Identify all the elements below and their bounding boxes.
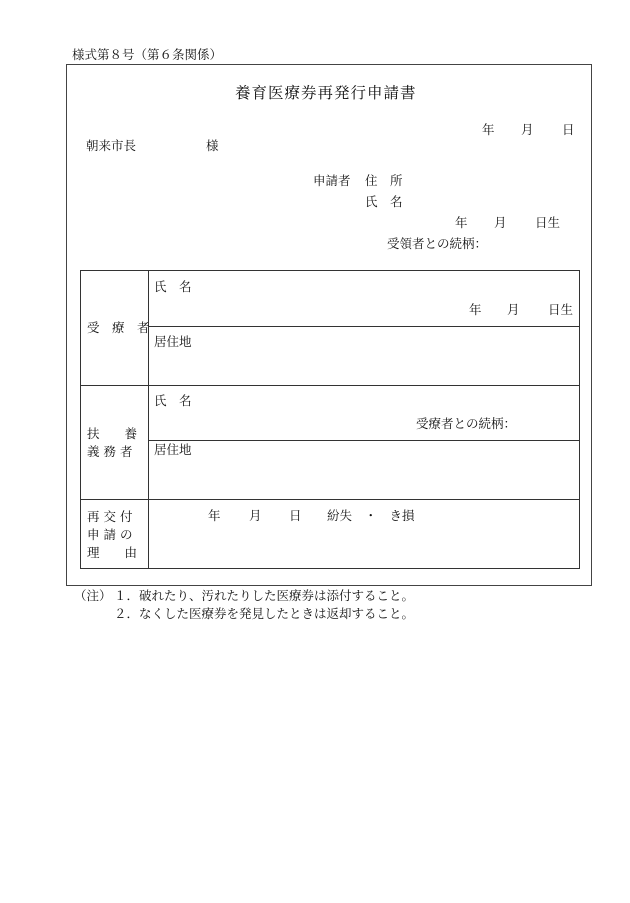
guardian-header-line1: 扶 養: [87, 426, 138, 441]
patient-birth-year: 年: [469, 302, 482, 317]
applicant-name-label: 氏 名: [365, 194, 403, 209]
table-subrow-divider: [148, 326, 579, 327]
patient-residence-label: 居住地: [154, 334, 192, 349]
form-number: 様式第８号（第６条関係）: [72, 47, 223, 62]
reason-day: 日: [289, 508, 302, 523]
form-title: 養育医療券再発行申請書: [235, 84, 417, 102]
patient-birth-day: 日生: [548, 302, 574, 317]
guardian-residence-label: 居住地: [154, 442, 192, 457]
reason-header-line1: 再 交 付: [87, 509, 133, 524]
table-subrow-divider: [148, 440, 579, 441]
guardian-relation-label: 受療者との続柄：: [416, 416, 517, 431]
note-item: １．破れたり、汚れたりした医療券は添付すること。: [114, 588, 415, 603]
date-year: 年: [482, 122, 495, 137]
applicant-address-label: 住 所: [365, 173, 403, 188]
note-item: ２．なくした医療券を発見したときは返却すること。: [114, 606, 415, 621]
reason-loss-options: 紛失 ・ き損: [327, 508, 415, 523]
patient-name-label: 氏 名: [154, 279, 192, 294]
table-header-divider: [148, 271, 149, 568]
patient-header: 受 療 者: [87, 320, 150, 335]
guardian-header-line2: 義 務 者: [87, 444, 133, 459]
reason-header-line2: 申 請 の: [87, 527, 133, 542]
table-row-divider: [81, 385, 579, 386]
reason-header-line3: 理 由: [87, 545, 138, 560]
date-month: 月: [521, 122, 534, 137]
addressee-name: 朝来市長: [86, 138, 137, 153]
addressee-honorific: 様: [206, 138, 219, 153]
patient-birth-month: 月: [507, 302, 520, 317]
applicant-label: 申請者: [313, 173, 351, 188]
applicant-birth-day: 日生: [535, 215, 561, 230]
notes-prefix: （注）: [74, 588, 112, 603]
reason-year: 年: [208, 508, 221, 523]
applicant-birth-year: 年: [455, 215, 468, 230]
guardian-name-label: 氏 名: [154, 393, 192, 408]
table-row-divider: [81, 499, 579, 500]
applicant-relation-label: 受領者との続柄：: [387, 236, 488, 251]
applicant-birth-month: 月: [494, 215, 507, 230]
reason-month: 月: [249, 508, 262, 523]
date-day: 日: [562, 122, 575, 137]
